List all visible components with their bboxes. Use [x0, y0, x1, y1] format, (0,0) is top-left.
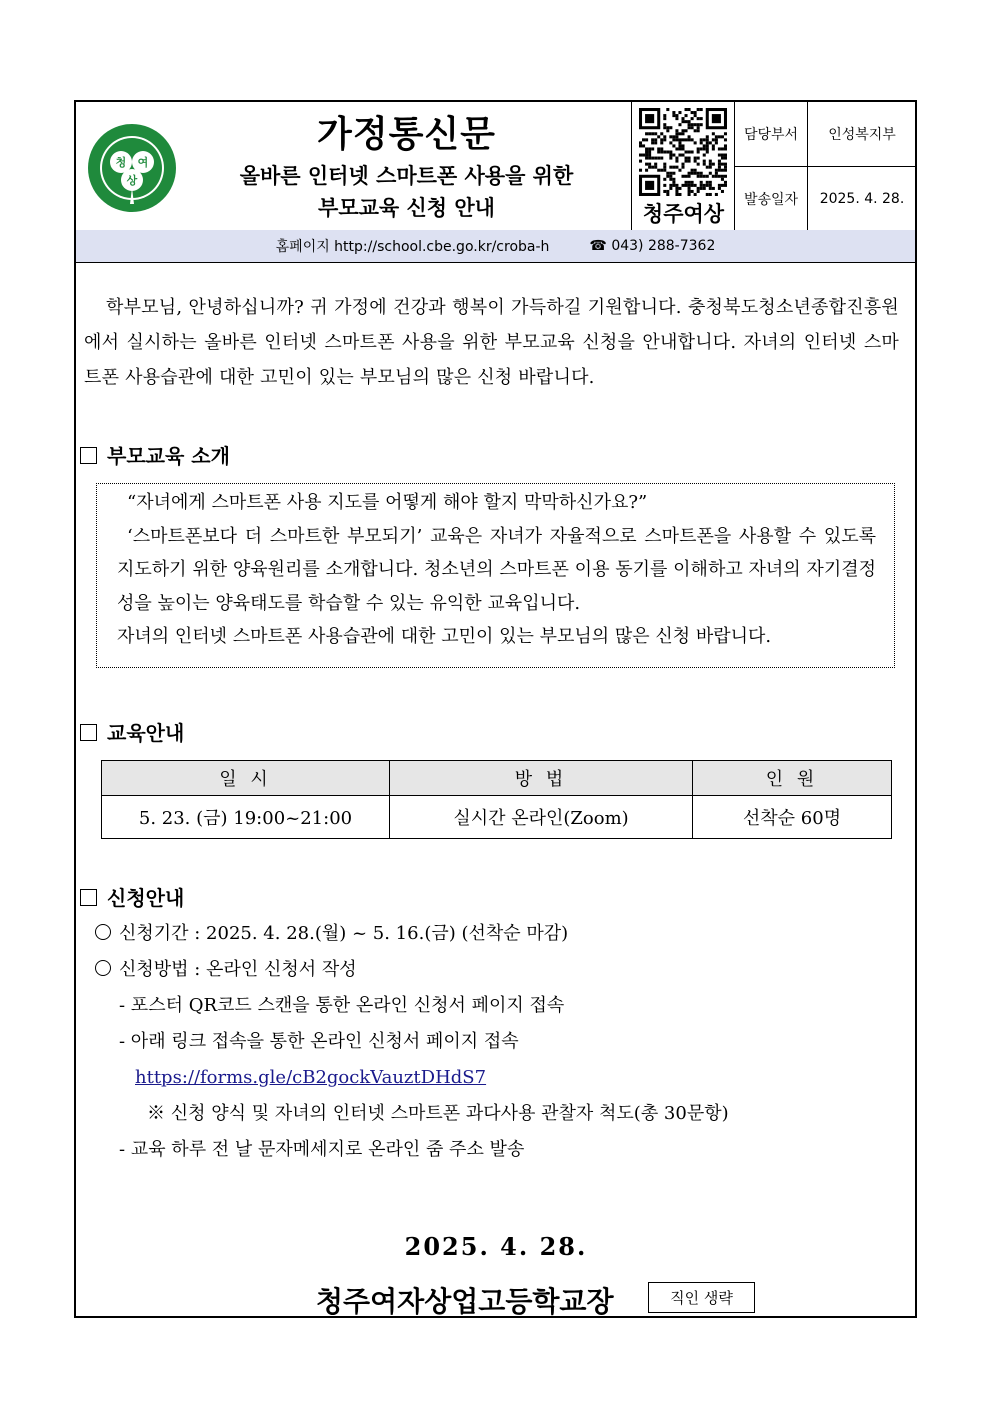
signer-name: 청주여자상업고등학교장: [316, 1285, 614, 1318]
table-header-row: [102, 761, 892, 796]
apply-period: [95, 916, 895, 952]
table-row: [102, 796, 892, 839]
meta-value: 인성복지부: [828, 127, 896, 143]
section-heading-edu: [80, 717, 184, 746]
apply-sub-sms: - 교육 하루 전 날 문자메세지로 온라인 줌 주소 발송: [119, 1139, 525, 1160]
section-heading-text: 부모교육 소개: [107, 444, 230, 468]
logo-char-1: 청: [115, 156, 127, 169]
section-heading-text: 교육안내: [107, 721, 185, 745]
column-header: 인 원: [693, 761, 892, 796]
apply-period-text: 신청기간 : 2025. 4. 28.(월) ~ 5. 16.(금) (선착순 마감): [119, 923, 569, 944]
seal-omitted-box: 직인 생략: [648, 1282, 755, 1313]
subtitle-line-1: 올바른 인터넷 스마트폰 사용을 위한: [239, 164, 574, 188]
apply-method: [95, 952, 895, 988]
logo-char-3: 상: [126, 174, 138, 187]
meta-value: 2025. 4. 28.: [819, 191, 905, 207]
checkbox-square-icon: [80, 447, 97, 464]
column-header: 일 시: [102, 761, 390, 796]
circle-bullet-icon: [95, 960, 111, 976]
checkbox-square-icon: [80, 889, 97, 906]
checkbox-square-icon: [80, 724, 97, 741]
apply-link-line: [95, 1060, 895, 1096]
phone-info: [589, 238, 715, 254]
intro-line-body: ‘스마트폰보다 더 스마트한 부모되기’ 교육은 자녀가 자율적으로 스마트폰을 사용할 수 있도록 지도하기 위한 양육원리를 소개합니다. 청소년의 스마트폰 이용 동기를 이해하고 자녀의 자기결정성을 높이는 양육태도를 학습할 수 있는 유익한 교육입니다.: [117, 525, 876, 614]
logo-char-2: 여: [137, 156, 149, 169]
edu-table: [101, 760, 892, 839]
subtitle-line-2: 부모교육 신청 안내: [318, 196, 495, 220]
homepage-link[interactable]: 홈페이지 http://school.cbe.go.kr/croba-h: [275, 239, 550, 255]
page-title: 가정통신문: [317, 114, 496, 155]
document-date: 2025. 4. 28.: [404, 1232, 588, 1261]
column-header: 방 법: [390, 761, 693, 796]
meta-row-department: [735, 102, 916, 166]
meta-key: 담당부서: [735, 102, 808, 166]
qr-code-icon[interactable]: [639, 108, 727, 196]
apply-method-text: 신청방법 : 온라인 신청서 작성: [119, 959, 357, 980]
qr-caption: 청주여상: [642, 202, 725, 226]
section-heading-text: 신청안내: [107, 886, 185, 910]
phone-icon: ☎: [589, 238, 607, 254]
page-subtitle: [184, 160, 629, 224]
intro-box: [96, 483, 895, 668]
phone-number: 043) 288-7362: [611, 238, 716, 254]
intro-line-quote: “자녀에게 스마트폰 사용 지도를 어떻게 해야 할지 막막하신가요?”: [127, 492, 648, 513]
meta-key: 발송일자: [735, 167, 808, 231]
circle-bullet-icon: [95, 924, 111, 940]
section-heading-intro: [80, 440, 230, 469]
meta-row-date: [735, 166, 916, 231]
apply-list: [95, 916, 895, 1168]
table-cell: 선착순 60명: [693, 796, 892, 839]
intro-paragraph: 학부모님, 안녕하십니까? 귀 가정에 건강과 행복이 가득하길 기원합니다. 충청북도청소년종합진흥원에서 실시하는 올바른 인터넷 스마트폰 사용을 위한 부모교육 신청을 안내합니다. 자녀의 인터넷 스마트폰 사용습관에 대한 고민이 있는 부모님의 많은 신청 바랍니다.: [84, 297, 899, 388]
intro-line-closing: 자녀의 인터넷 스마트폰 사용습관에 대한 고민이 있는 부모님의 많은 신청 바랍니다.: [117, 626, 772, 647]
qr-box: [631, 102, 735, 230]
contact-band: [76, 230, 915, 263]
header: [76, 102, 915, 231]
table-cell: 실시간 온라인(Zoom): [390, 796, 693, 839]
table-cell: 5. 23. (금) 19:00~21:00: [102, 796, 390, 839]
school-logo: [86, 122, 178, 214]
form-link[interactable]: https://forms.gle/cB2gockVauztDHdS7: [135, 1067, 487, 1088]
apply-sub-link: - 아래 링크 접속을 통한 온라인 신청서 페이지 접속: [119, 1031, 519, 1052]
apply-sub-qr: - 포스터 QR코드 스캔을 통한 온라인 신청서 페이지 접속: [119, 995, 565, 1016]
apply-note: ※ 신청 양식 및 자녀의 인터넷 스마트폰 과다사용 관찰자 척도(총 30문항): [147, 1103, 729, 1124]
meta-table: [734, 102, 916, 230]
section-heading-apply: [80, 882, 184, 911]
